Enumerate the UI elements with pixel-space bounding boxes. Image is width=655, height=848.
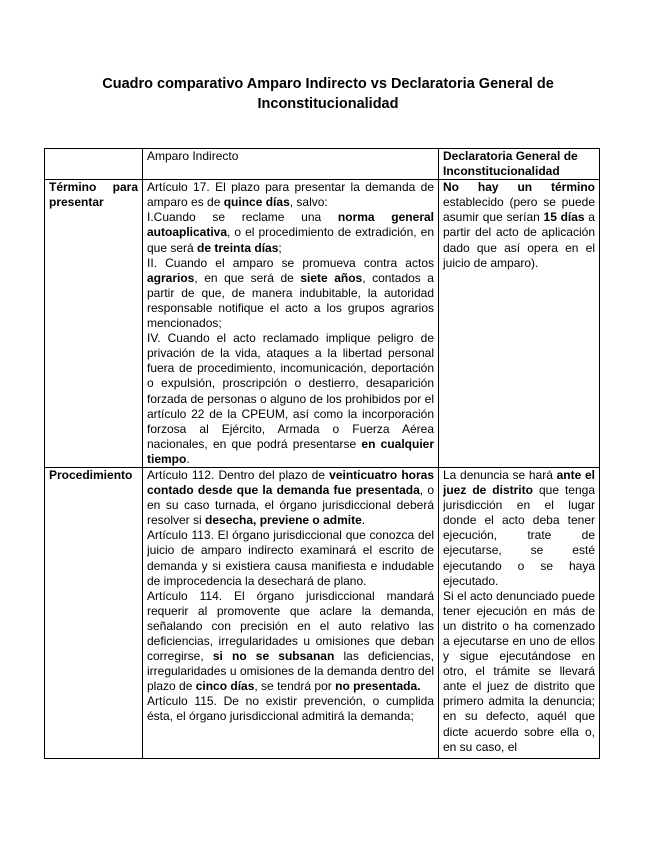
paragraph: II. Cuando el amparo se promueva contra actos agrarios, en que será de siete años, contados a partir de que, de manera indubitable, la autoridad responsable notifique el acto a los grupos agrarios mencionados;: [147, 255, 434, 331]
paragraph: Artículo 17. El plazo para presentar la demanda de amparo es de quince días, salvo:: [147, 180, 434, 210]
cell-declaratoria-procedimiento: [439, 467, 600, 758]
title-line-2: Inconstitucionalidad: [257, 96, 399, 112]
title-line-1: Cuadro comparativo Amparo Indirecto vs Declaratoria General de: [102, 76, 554, 92]
header-cell-amparo: Amparo Indirecto: [143, 149, 439, 180]
cell-amparo-procedimiento-text: [147, 468, 434, 758]
cell-declaratoria-termino: [439, 180, 600, 468]
cell-amparo-procedimiento: [143, 467, 439, 758]
paragraph: Artículo 112. Dentro del plazo de veinticuatro horas contado desde que la demanda fue presentada, o en su caso turnada, el órgano jurisdiccional deberá resolver si desecha, previene o admite.: [147, 467, 434, 528]
header-cell-empty: [45, 149, 143, 180]
paragraph: Si el acto denunciado puede tener ejecución en más de un distrito o ha comenzado a ejecutarse en uno de ellos y sigue ejecutándose en otro, el trámite se llevará ante el juez de distrito que primero admita la denuncia; en su defecto, aquél que dicte acuerdo sobre ella o, en su caso, el: [443, 588, 595, 754]
paragraph: IV. Cuando el acto reclamado implique peligro de privación de la vida, ataques a la libertad personal fuera de procedimiento, incomunicación, deportación o expulsión, proscripción o destierro, desaparición forzada de personas o alguno de los prohibidos por el artículo 22 de la CPEUM, así como la incorporación forzosa al Ejército, Armada o Fuerza Aérea nacionales, en que podrá presentarse en cualquier tiempo.: [147, 331, 435, 466]
document-title: [60, 74, 596, 114]
cell-amparo-termino: [143, 180, 439, 468]
table-row: [45, 180, 600, 468]
paragraph: La denuncia se hará ante el juez de distrito que tenga jurisdicción en el lugar donde el acto deba tener ejecución, trate de ejecutarse, se esté ejecutando o se haya ejecutado.: [443, 467, 595, 588]
paragraph: Artículo 115. De no existir prevención, o cumplida ésta, el órgano jurisdiccional admitirá la demanda;: [147, 694, 434, 724]
comparison-table: [44, 148, 600, 759]
paragraph: I.Cuando se reclame una norma general autoaplicativa, o el procedimiento de extradición, en que será de treinta días;: [147, 210, 434, 255]
table-header-row: [45, 149, 600, 180]
header-cell-declaratoria: Declaratoria General de Inconstitucionalidad: [439, 149, 600, 180]
paragraph: No hay un término establecido (pero se puede asumir que serían 15 días a partir del acto de aplicación dado que así opera en el juicio de amparo).: [443, 180, 595, 270]
paragraph: Artículo 114. El órgano jurisdiccional mandará requerir al promovente que aclare la demanda, señalando con precisión en el auto relativo las deficiencias, irregularidades u omisiones que deban corregirse, si no se subsanan las deficiencias, irregularidades u omisiones de la demanda dentro del plazo de cinco días, se tendrá por no presentada.: [147, 588, 434, 694]
row-label-termino: Término para presentar: [45, 180, 143, 468]
table-row: [45, 467, 600, 758]
row-label-procedimiento: Procedimiento: [45, 467, 143, 758]
paragraph: Artículo 113. El órgano jurisdiccional que conozca del juicio de amparo indirecto examinará el escrito de demanda y si existiera causa manifiesta e indudable de improcedencia la desechará de plano.: [147, 528, 434, 588]
cell-declaratoria-procedimiento-text: [443, 468, 595, 758]
